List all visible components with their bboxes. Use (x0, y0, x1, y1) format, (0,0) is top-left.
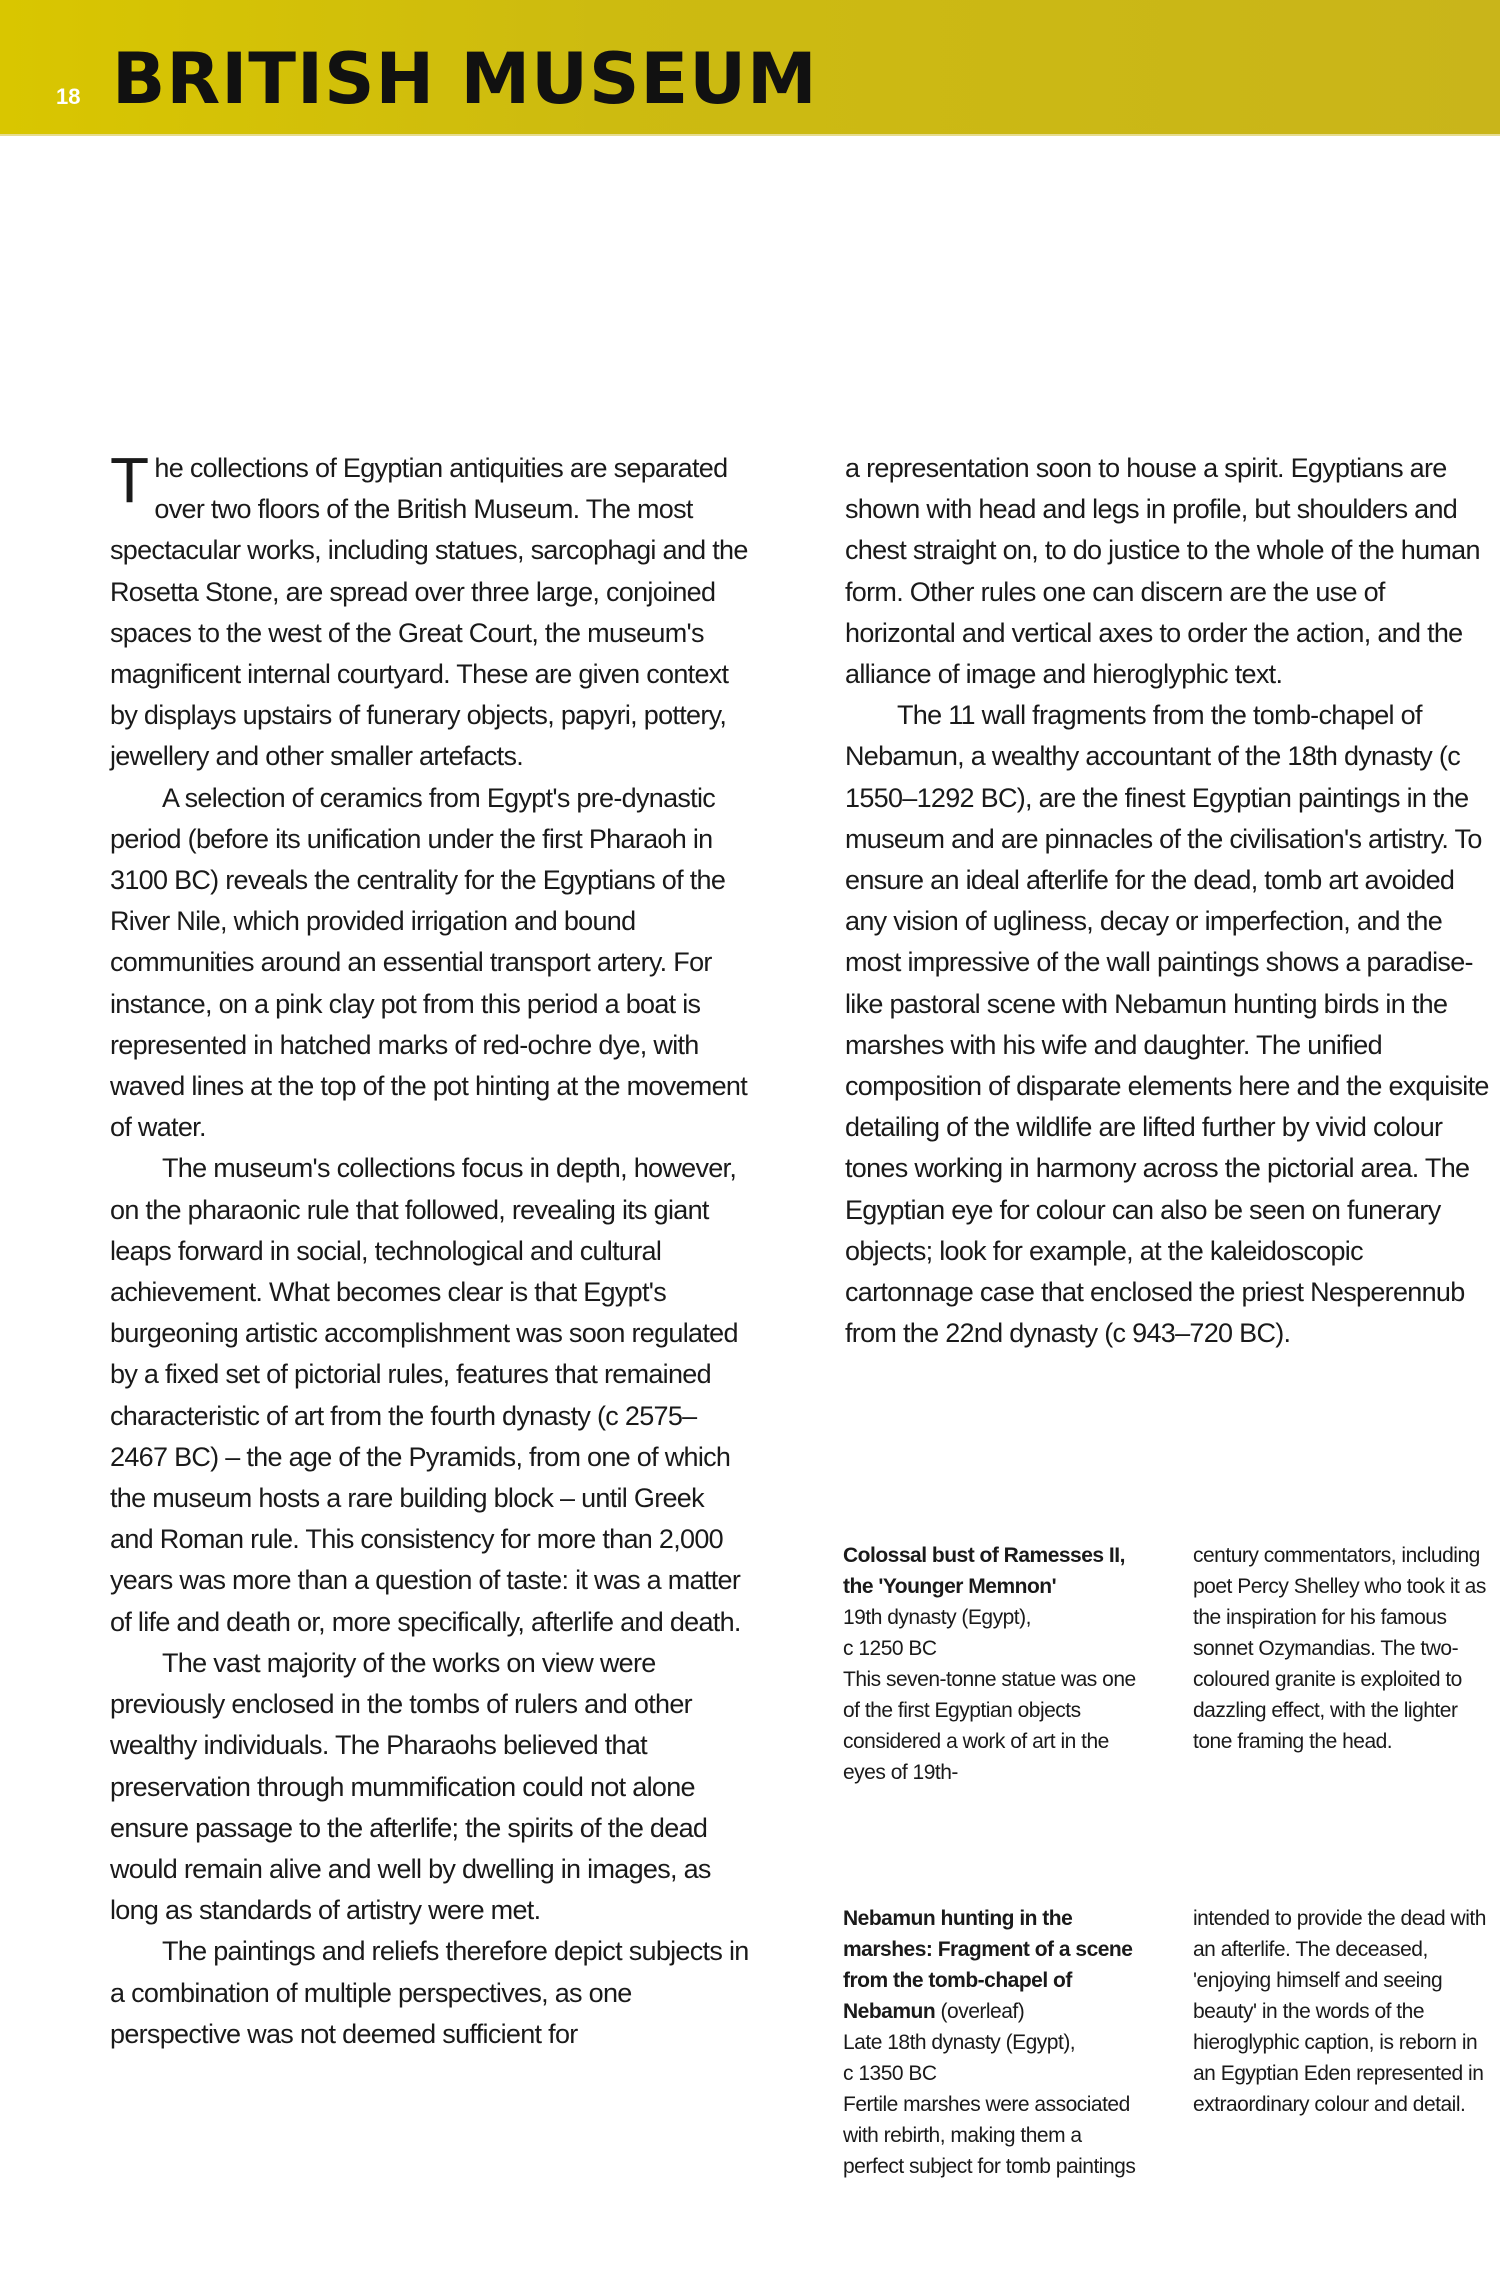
paragraph: The paintings and reliefs therefore depict subjects in a combination of multiple perspectives, as one perspective was not deemed sufficient for (110, 1936, 749, 2049)
caption-body: This seven-tonne statue was one of the first Egyptian objects considered a work of art in the eyes of 19th- (843, 1668, 1136, 1784)
caption-body: century commentators, including poet Percy Shelley who took it as the inspiration for his famous sonnet Ozymandias. The two-coloured granite is exploited to dazzling effect, with the lighter tone framing the head. (1193, 1544, 1486, 1753)
caption-title: Nebamun hunting in the marshes: Fragment of a scene from the tomb-chapel of Nebamun (843, 1907, 1133, 2023)
caption-date: Late 18th dynasty (Egypt), (843, 2031, 1076, 2054)
caption-ramesses-continued (1193, 1540, 1493, 1757)
caption-title: Colossal bust of Ramesses II, the 'Younger Memnon' (843, 1544, 1125, 1598)
header-band (0, 0, 1500, 136)
caption-nebamun-continued (1193, 1903, 1498, 2120)
caption-date: c 1350 BC (843, 2062, 937, 2085)
caption-note: (overleaf) (935, 2000, 1025, 2023)
page-title: BRITISH MUSEUM (112, 38, 818, 120)
caption-body: intended to provide the dead with an afterlife. The deceased, 'enjoying himself and seeing beauty' in the words of the hieroglyphic caption, is reborn in an Egyptian Eden represented in extraordinary colour and detail. (1193, 1907, 1486, 2116)
page-number: 18 (56, 84, 81, 109)
left-column (110, 444, 750, 2055)
paragraph: a representation soon to house a spirit. Egyptians are shown with head and legs in profile, but shoulders and chest straight on, to do justice to the whole of the human form. Other rules one can discern are the use of horizontal and vertical axes to order the action, and the alliance of image and hieroglyphic text. (845, 453, 1480, 690)
caption-date: c 1250 BC (843, 1637, 937, 1660)
caption-body: Fertile marshes were associated with rebirth, making them a perfect subject for tomb paintings (843, 2093, 1136, 2178)
paragraph: The museum's collections focus in depth, however, on the pharaonic rule that followed, revealing its giant leaps forward in social, technological and cultural achievement. What becomes clear is that Egypt's burgeoning artistic accomplishment was soon regulated by a fixed set of pictorial rules, features that remained characteristic of art from the fourth dynasty (c 2575–2467 BC) – the age of the Pyramids, from one of which the museum hosts a rare building block – until Greek and Roman rule. This consistency for more than 2,000 years was more than a question of taste: it was a matter of life and death or, more specifically, afterlife and death. (110, 1153, 741, 1637)
paragraph: The collections of Egyptian antiquities are separated over two floors of the British Museum. The most spectacular works, including statues, sarcophagi and the Rosetta Stone, are spread over three large, conjoined spaces to the west of the Great Court, the museum's magnificent internal courtyard. These are given context by displays upstairs of funerary objects, papyri, pottery, jewellery and other smaller artefacts. (110, 444, 748, 772)
caption-ramesses (843, 1540, 1143, 1788)
caption-nebamun (843, 1903, 1143, 2182)
paragraph: The 11 wall fragments from the tomb-chapel of Nebamun, a wealthy accountant of the 18th dynasty (c 1550–1292 BC), are the finest Egyptian paintings in the museum and are pinnacles of the civilisation's artistry. To ensure an ideal afterlife for the dead, tomb art avoided any vision of ugliness, decay or imperfection, and the most impressive of the wall paintings shows a paradise-like pastoral scene with Nebamun hunting birds in the marshes with his wife and daughter. The unified composition of disparate elements here and the exquisite detailing of the wildlife are lifted further by vivid colour tones working in harmony across the pictorial area. The Egyptian eye for colour can also be seen on funerary objects; look for example, at the kaleidoscopic cartonnage case that enclosed the priest Nesperennub from the 22nd dynasty (c 943–720 BC). (845, 700, 1489, 1349)
right-column (845, 448, 1490, 1354)
paragraph: A selection of ceramics from Egypt's pre-dynastic period (before its unification under the first Pharaoh in 3100 BC) reveals the centrality for the Egyptians of the River Nile, which provided irrigation and bound communities around an essential transport artery. For instance, on a pink clay pot from this period a boat is represented in hatched marks of red-ochre dye, with waved lines at the top of the pot hinting at the movement of water. (110, 782, 748, 1143)
paragraph: The vast majority of the works on view were previously enclosed in the tombs of rulers and other wealthy individuals. The Pharaohs believed that preservation through mummification could not alone ensure passage to the afterlife; the spirits of the dead would remain alive and well by dwelling in images, as long as standards of artistry were met. (110, 1647, 711, 1926)
caption-date: 19th dynasty (Egypt), (843, 1606, 1031, 1629)
